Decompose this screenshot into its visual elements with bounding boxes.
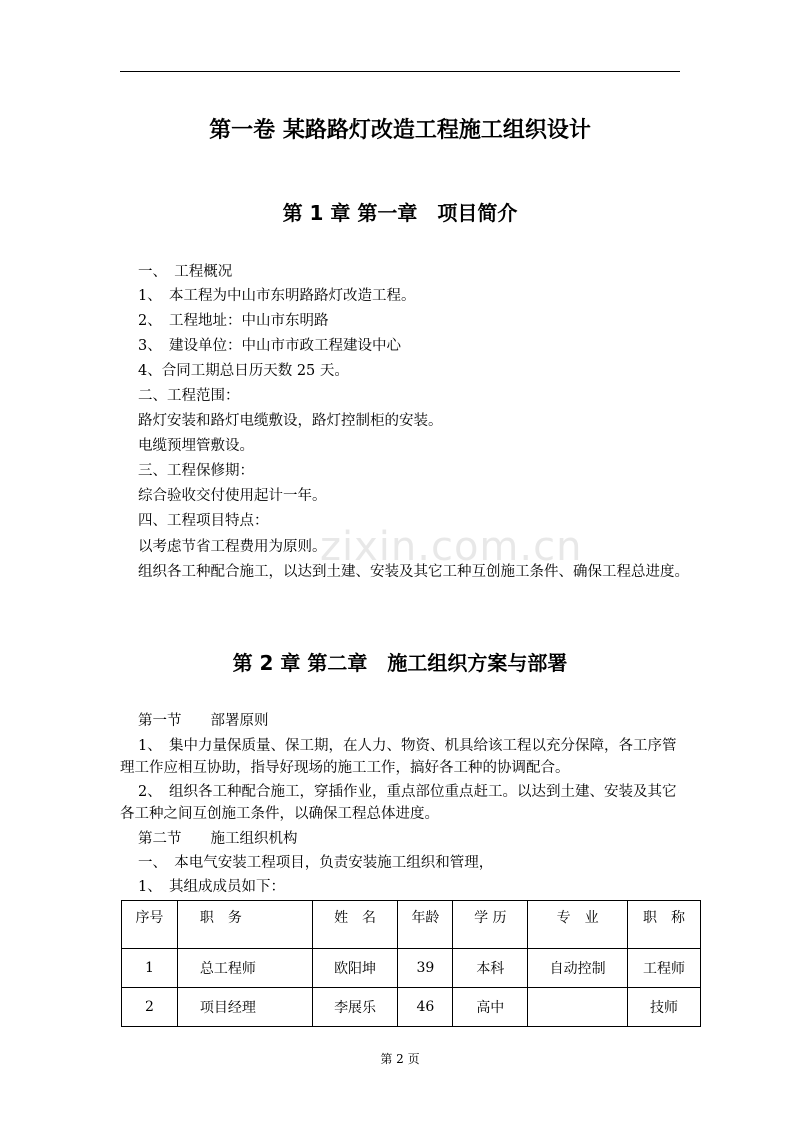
ch1-line-9: 综合验收交付使用起计一年。 bbox=[138, 488, 327, 504]
ch1-line-5: 二、工程范围： bbox=[138, 388, 240, 404]
ch2-para1: 1、 集中力量保质量、保工期，在人力、物资、机具给该工程以充分保障，各工序管理工作应相互协助，指导好现场的施工工作，搞好各工种的协调配合。 bbox=[120, 738, 677, 776]
header-cell: 职 称 bbox=[628, 901, 701, 949]
table-cell: 39 bbox=[398, 949, 453, 988]
header-cell: 专 业 bbox=[528, 901, 628, 949]
ch1-line-3: 3、 建设单位：中山市市政工程建设中心 bbox=[138, 338, 401, 354]
table-cell: 自动控制 bbox=[528, 949, 628, 988]
volume-title: 第一卷 某路路灯改造工程施工组织设计 bbox=[209, 118, 591, 143]
header-cell: 学 历 bbox=[453, 901, 528, 949]
table-cell: 2 bbox=[122, 988, 178, 1027]
ch2-para2: 2、 组织各工种配合施工，穿插作业，重点部位重点赶工。以达到土建、安装及其它各工种之间互创施工条件，以确保工程总体进度。 bbox=[120, 784, 677, 822]
page-footer: 第 2 页 bbox=[380, 1052, 420, 1066]
table-cell: 高中 bbox=[453, 988, 528, 1027]
table-cell: 1 bbox=[122, 949, 178, 988]
ch1-line-7: 电缆预埋管敷设。 bbox=[138, 438, 254, 454]
ch2-item1: 一、 本电气安装工程项目，负责安装施工组织和管理， bbox=[138, 855, 494, 871]
table-cell: 工程师 bbox=[628, 949, 701, 988]
ch2-section1: 第一节 部署原则 bbox=[138, 713, 269, 729]
header-cell: 职 务 bbox=[177, 901, 312, 949]
table-row bbox=[122, 988, 701, 1027]
ch1-line-4: 4、合同工期总日历天数 25 天。 bbox=[138, 363, 349, 379]
ch1-line-8: 三、工程保修期： bbox=[138, 463, 254, 479]
ch2-section2: 第二节 施工组织机构 bbox=[138, 831, 298, 847]
watermark: zixin.com.cn bbox=[320, 524, 583, 570]
table-row bbox=[122, 949, 701, 988]
ch2-item2: 1、 其组成成员如下： bbox=[138, 879, 285, 895]
table-cell: 项目经理 bbox=[177, 988, 312, 1027]
table-cell: 本科 bbox=[453, 949, 528, 988]
header-cell: 姓 名 bbox=[312, 901, 398, 949]
ch1-line-0: 一、 工程概况 bbox=[138, 264, 233, 280]
table-cell: 欧阳坤 bbox=[312, 949, 398, 988]
table-cell: 46 bbox=[398, 988, 453, 1027]
ch1-line-6: 路灯安装和路灯电缆敷设，路灯控制柜的安装。 bbox=[138, 413, 443, 429]
ch1-line-2: 2、 工程地址：中山市东明路 bbox=[138, 313, 329, 329]
chapter1-title: 第 1 章 第一章 项目简介 bbox=[282, 201, 518, 225]
table-cell: 李展乐 bbox=[312, 988, 398, 1027]
table-cell bbox=[528, 988, 628, 1027]
table-header-row bbox=[122, 901, 701, 949]
chapter2-title: 第 2 章 第二章 施工组织方案与部署 bbox=[232, 651, 568, 675]
table-cell: 技师 bbox=[628, 988, 701, 1027]
ch1-line-1: 1、 本工程为中山市东明路路灯改造工程。 bbox=[138, 288, 416, 304]
header-cell: 年龄 bbox=[398, 901, 453, 949]
ch1-line-11: 以考虑节省工程费用为原则。 bbox=[138, 539, 327, 555]
header-rule bbox=[120, 71, 680, 72]
ch1-last-paragraph: 组织各工种配合施工，以达到土建、安装及其它工种互创施工条件、确保工程总进度。 bbox=[138, 564, 689, 580]
members-table bbox=[121, 900, 701, 1027]
table-cell: 总工程师 bbox=[177, 949, 312, 988]
header-cell: 序号 bbox=[122, 901, 178, 949]
ch1-line-10: 四、工程项目特点： bbox=[138, 513, 269, 529]
